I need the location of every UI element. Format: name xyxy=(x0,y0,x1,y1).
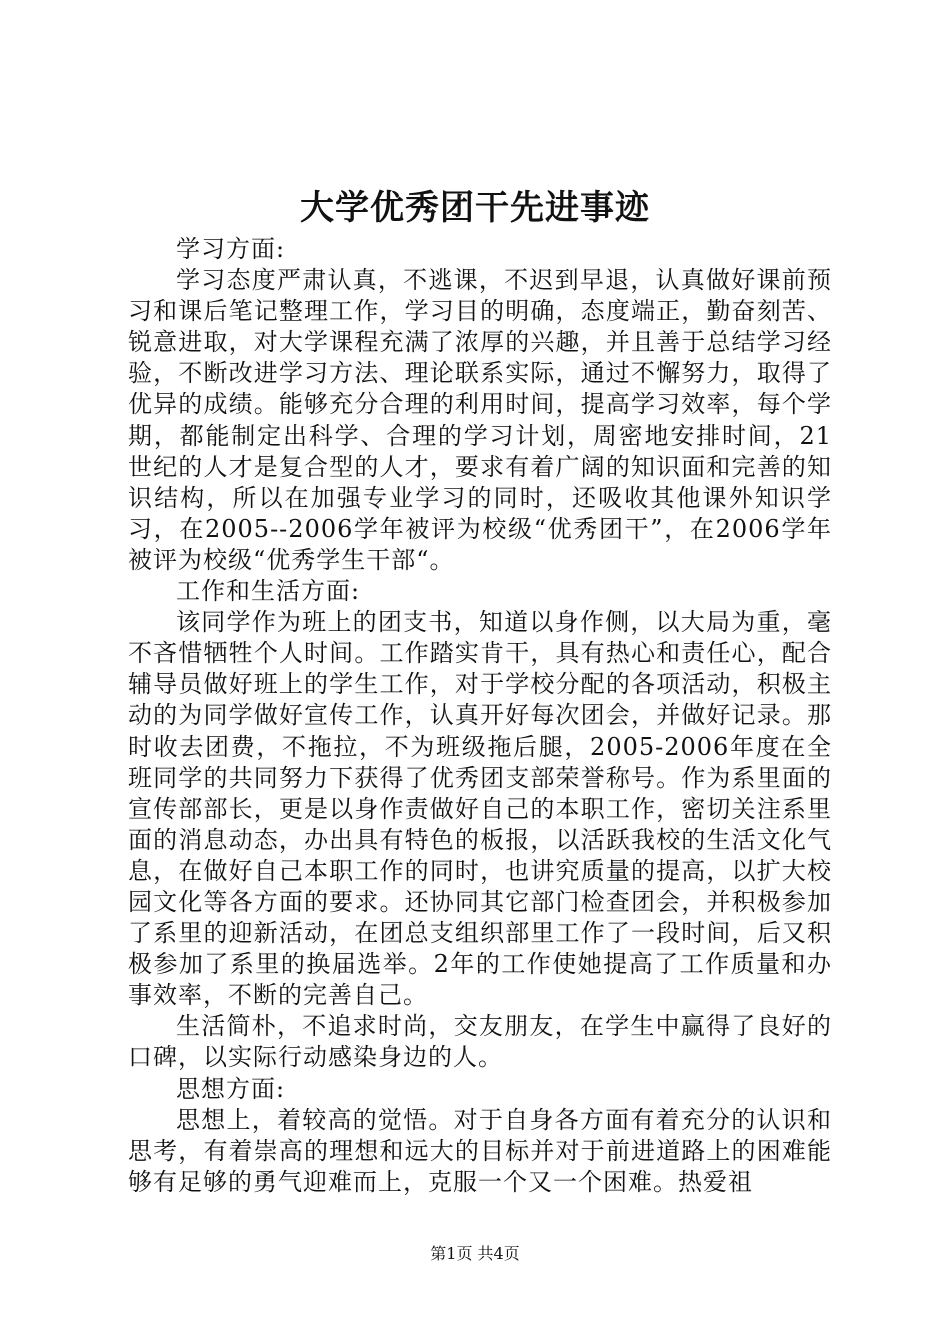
paragraph-thought: 思想上，着较高的觉悟。对于自身各方面有着充分的认识和思考，有着崇高的理想和远大的目标并对于前进道路上的困难能够有足够的勇气迎难而上，克服一个又一个困难。热爱祖 xyxy=(128,1105,832,1196)
paragraph-study: 学习态度严肃认真，不逃课，不迟到早退，认真做好课前预习和课后笔记整理工作，学习目的明确，态度端正，勤奋刻苦、锐意进取，对大学课程充满了浓厚的兴趣，并且善于总结学习经验，不断改进学习方法、理论联系实际，通过不懈努力，取得了优异的成绩。能够充分合理的利用时间，提高学习效率，每个学期，都能制定出科学、合理的学习计划，周密地安排时间，21世纪的人才是复合型的人才，要求有着广阔的知识面和完善的知识结构，所以在加强专业学习的同时，还吸收其他课外知识学习，在2005--2006学年被评为校级“优秀团干”，在2006学年被评为校级“优秀学生干部“。 xyxy=(128,266,832,574)
section-heading-work-life: 工作和生活方面: xyxy=(176,577,361,606)
document-title: 大学优秀团干先进事迹 xyxy=(300,188,650,228)
page-footer: 第1页 共4页 xyxy=(430,1244,520,1263)
paragraph-life: 生活简朴，不追求时尚，交友朋友，在学生中赢得了良好的口碑，以实际行动感染身边的人。 xyxy=(128,1012,832,1072)
section-heading-thought: 思想方面: xyxy=(176,1074,286,1103)
paragraph-work: 该同学作为班上的团支书，知道以身作侧，以大局为重，毫不吝惜牺牲个人时间。工作踏实肯干，具有热心和责任心，配合辅导员做好班上的学生工作，对于学校分配的各项活动，积极主动的为同学做好宣传工作，认真开好每次团会，并做好记录。那时收去团费，不拖拉，不为班级拖后腿，2005-2006年度在全班同学的共同努力下获得了优秀团支部荣誉称号。作为系里面的宣传部部长，更是以身作责做好自己的本职工作，密切关注系里面的消息动态，办出具有特色的板报，以活跃我校的生活文化气息，在做好自己本职工作的同时，也讲究质量的提高，以扩大校园文化等各方面的要求。还协同其它部门检查团会，并积极参加了系里的迎新活动，在团总支组织部里工作了一段时间，后又积极参加了系里的换届选举。2年的工作使她提高了工作质量和办事效率，不断的完善自己。 xyxy=(128,608,832,1010)
section-heading-study: 学习方面: xyxy=(176,235,286,263)
document-body xyxy=(128,234,832,1198)
